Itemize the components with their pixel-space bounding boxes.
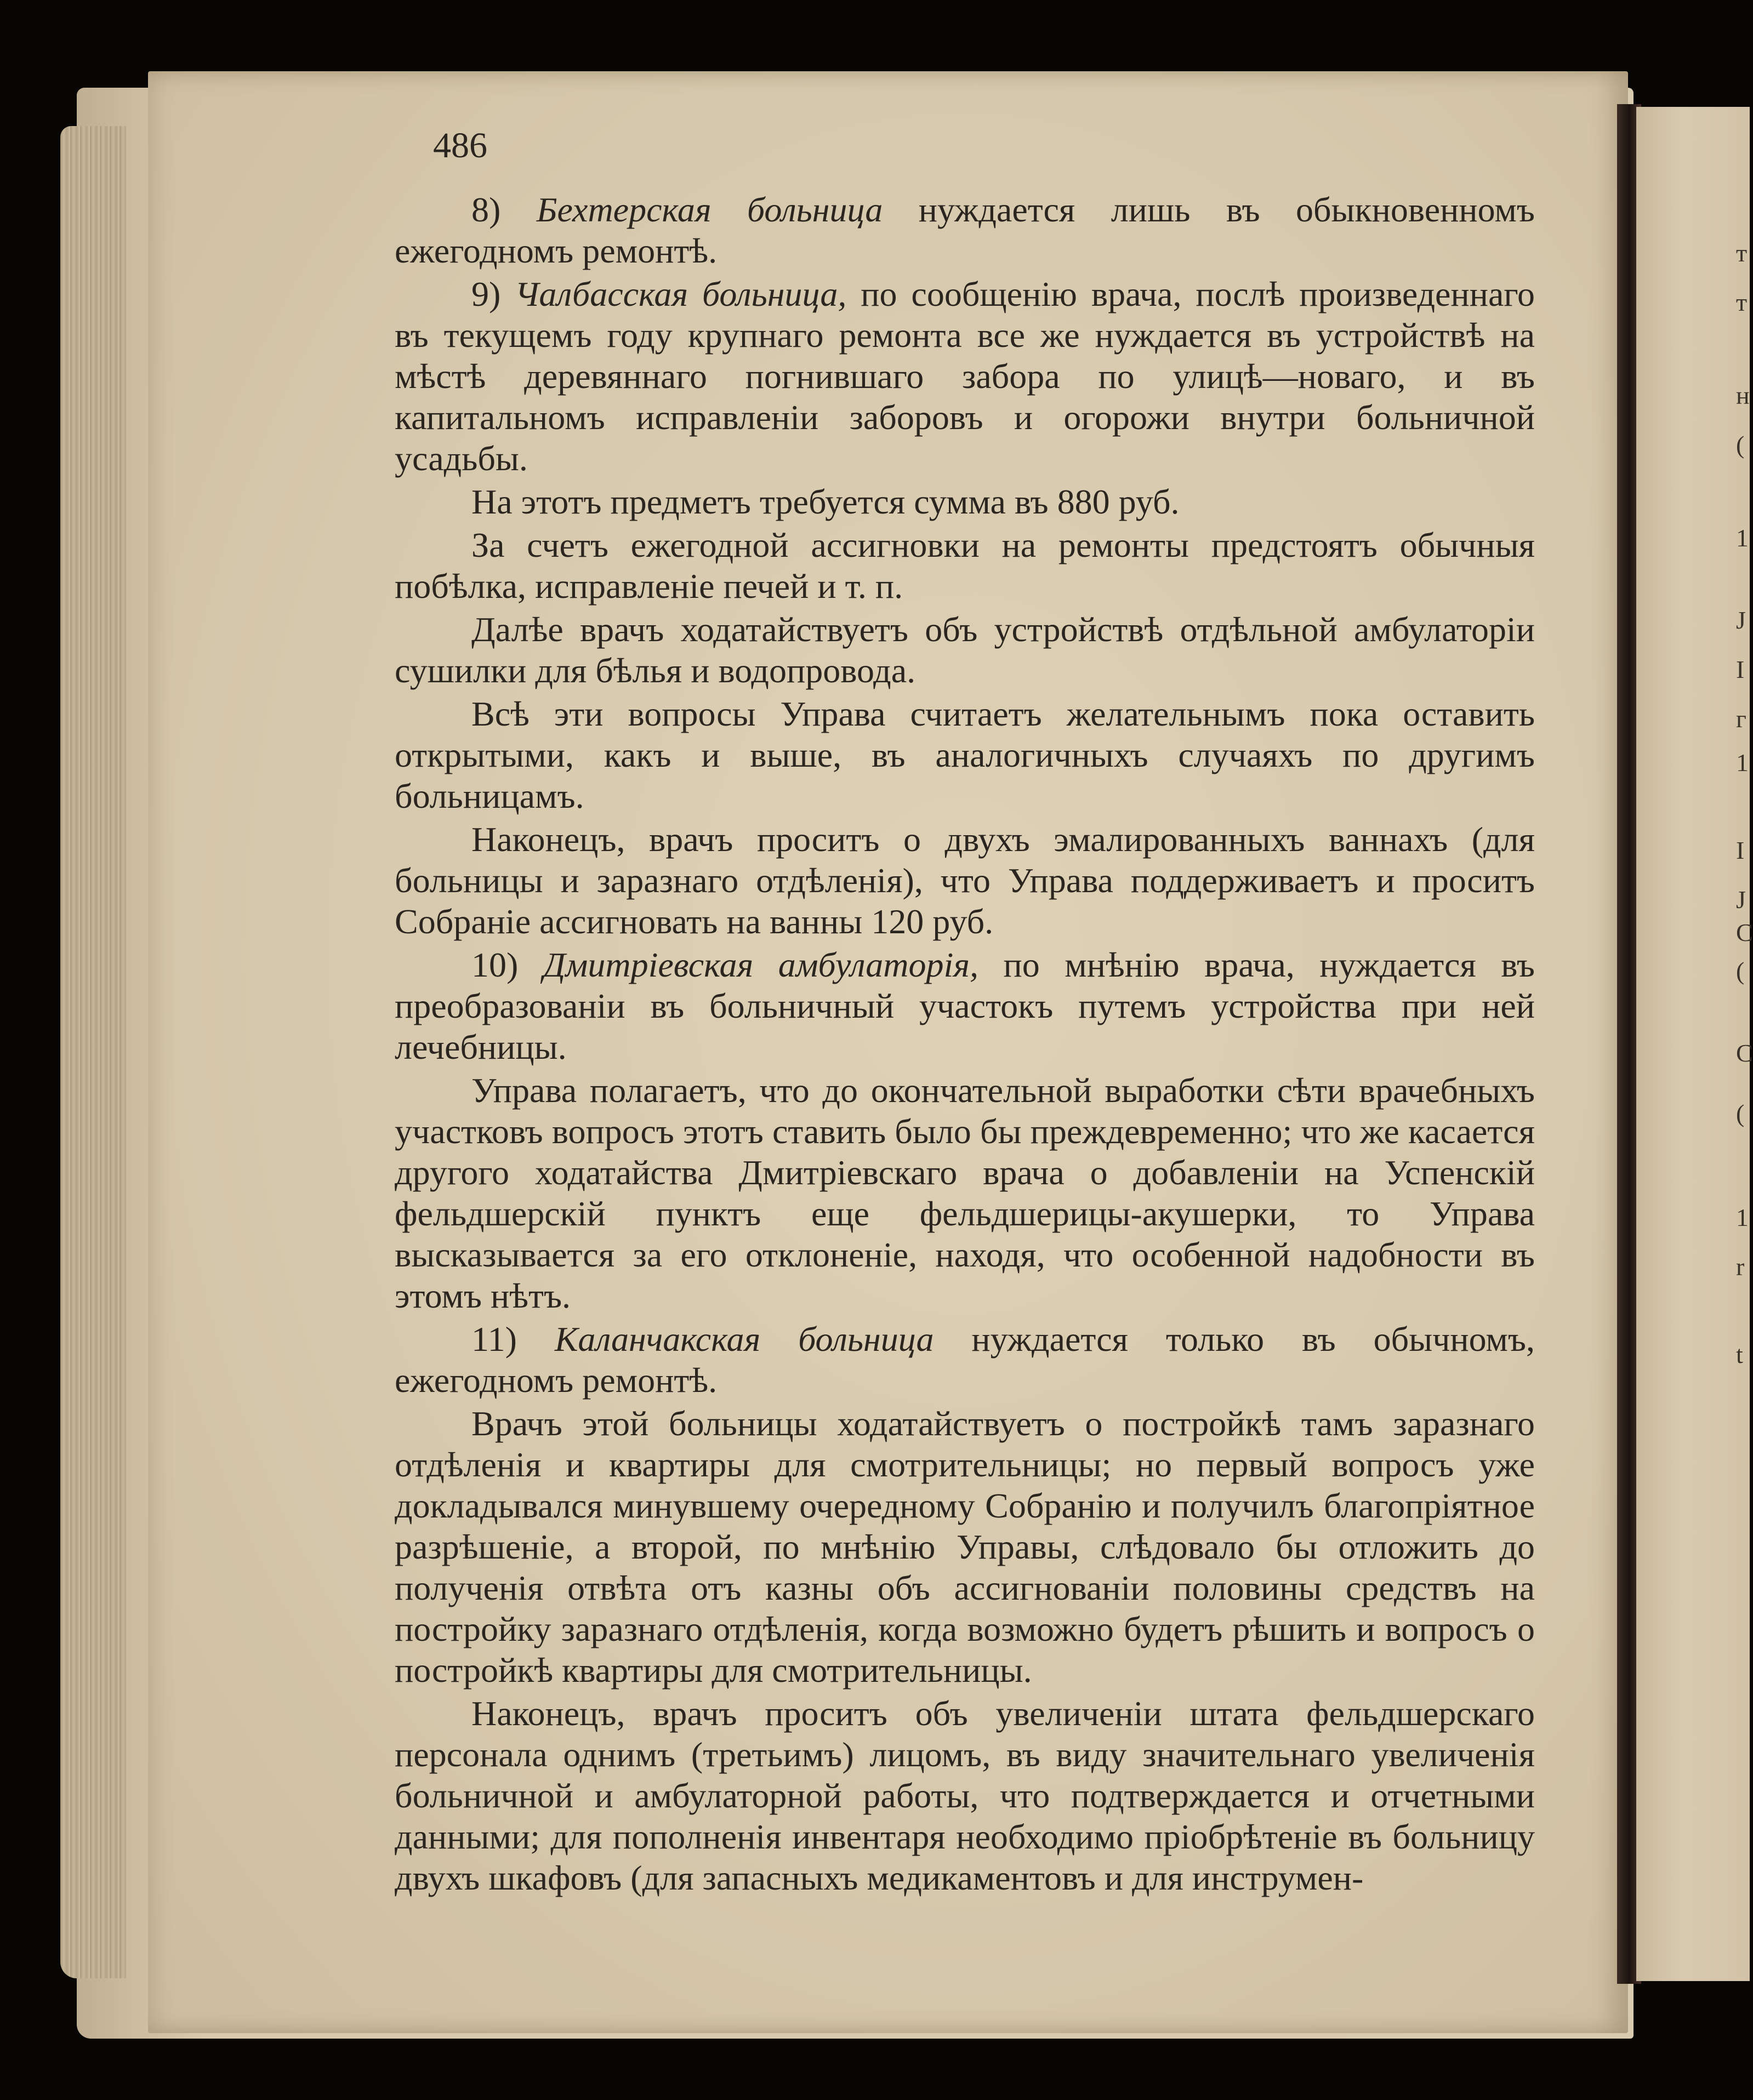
paragraph: 11) Каланчакская больница нуждается только въ обычномъ, ежегодномъ ремонтѣ.: [395, 1320, 1535, 1400]
paragraph: Врачъ этой больницы ходатайствуетъ о постройкѣ тамъ заразнаго отдѣленія и квартиры для смотрительницы; но первый вопросъ уже докладывался минувшему очередному Собранію и получилъ благопріятное разрѣшеніе, а второй, по мнѣнію Управы, слѣдовало бы отложить до полученія отвѣта отъ казны объ ассигнованіи половины средствъ на постройку заразнаго отдѣленія, когда возможно будетъ рѣшить и вопросъ о постройкѣ квартиры для смотрительницы.: [395, 1404, 1535, 1690]
edge-letter: т: [1736, 239, 1748, 267]
edge-letter: С: [1736, 1039, 1753, 1067]
paragraph: Наконецъ, врачъ проситъ о двухъ эмалированныхъ ваннахъ (для больницы и заразнаго отдѣленія), что Управа поддерживаетъ и проситъ Собраніе ассигновать на ванны 120 руб.: [395, 820, 1535, 941]
paragraph: 8) Бехтерская больница нуждается лишь въ обыкновенномъ ежегодномъ ремонтѣ.: [395, 190, 1535, 270]
edge-letter: I: [1736, 655, 1745, 683]
paragraph: Управа полагаетъ, что до окончательной выработки сѣти врачебныхъ участковъ вопросъ этотъ ставить было бы преждевременно; что же касается другого ходатайства Дмитріевскаго врача о добавленіи на Успенскій фельдшерскій пунктъ еще фельдшерицы-акушерки, то Управа высказывается за его отклоненіе, находя, что особенной надобности въ этомъ нѣтъ.: [395, 1071, 1535, 1315]
page-number: 486: [433, 125, 487, 166]
edge-letter: J: [1736, 606, 1746, 634]
edge-letter: г: [1736, 705, 1746, 733]
edge-letter: I: [1736, 836, 1745, 864]
page-body: [395, 121, 1535, 1901]
edge-letter: 1: [1736, 524, 1749, 552]
edge-letter: t: [1736, 1340, 1743, 1368]
next-page-edge: [1636, 107, 1753, 1981]
edge-letter: 1: [1736, 1203, 1749, 1231]
paragraph: 10) Дмитріевская амбулаторія, по мнѣнію врача, нуждается въ преобразованіи въ больничный участокъ путемъ устройства при ней лечебницы.: [395, 945, 1535, 1066]
page-stack-edge: [60, 126, 126, 1978]
edge-letter: (: [1736, 957, 1745, 985]
edge-letter: r: [1736, 1253, 1745, 1281]
paragraph: За счетъ ежегодной ассигновки на ремонты предстоятъ обычныя побѣлка, исправленіе печей и т. п.: [395, 526, 1535, 606]
edge-letter: 1: [1736, 749, 1749, 777]
edge-letter: (: [1736, 1099, 1745, 1127]
paragraph: Далѣе врачъ ходатайствуетъ объ устройствѣ отдѣльной амбулаторіи сушилки для бѣлья и водопровода.: [395, 610, 1535, 690]
paragraph: Наконецъ, врачъ проситъ объ увеличеніи штата фельдшерскаго персонала однимъ (третьимъ) лицомъ, въ виду значительнаго увеличенія больничной и амбулаторной работы, что подтверждается и отчетными данными; для пополненія инвентаря необходимо пріобрѣтеніе въ больницу двухъ шкафовъ (для запасныхъ медикаментовъ и для инструмен-: [395, 1694, 1535, 1897]
edge-letter: (: [1736, 431, 1745, 459]
edge-letter: т: [1736, 288, 1748, 316]
paragraph: 9) Чалбасская больница, по сообщенію врача, послѣ произведеннаго въ текущемъ году крупнаго ремонта все же нуждается въ устройствѣ на мѣстѣ деревяннаго погнившаго забора по улицѣ—новаго, и въ капитальномъ исправленіи заборовъ и огорожи внутри больничной усадьбы.: [395, 275, 1535, 478]
edge-letter: J: [1736, 886, 1746, 914]
paragraph: Всѣ эти вопросы Управа считаетъ желательнымъ пока оставить открытыми, какъ и выше, въ аналогичныхъ случаяхъ по другимъ больницамъ.: [395, 694, 1535, 815]
paragraph: На этотъ предметъ требуется сумма въ 880 руб.: [471, 482, 1180, 521]
edge-letter: С: [1736, 918, 1753, 946]
edge-letter: н: [1736, 381, 1750, 409]
